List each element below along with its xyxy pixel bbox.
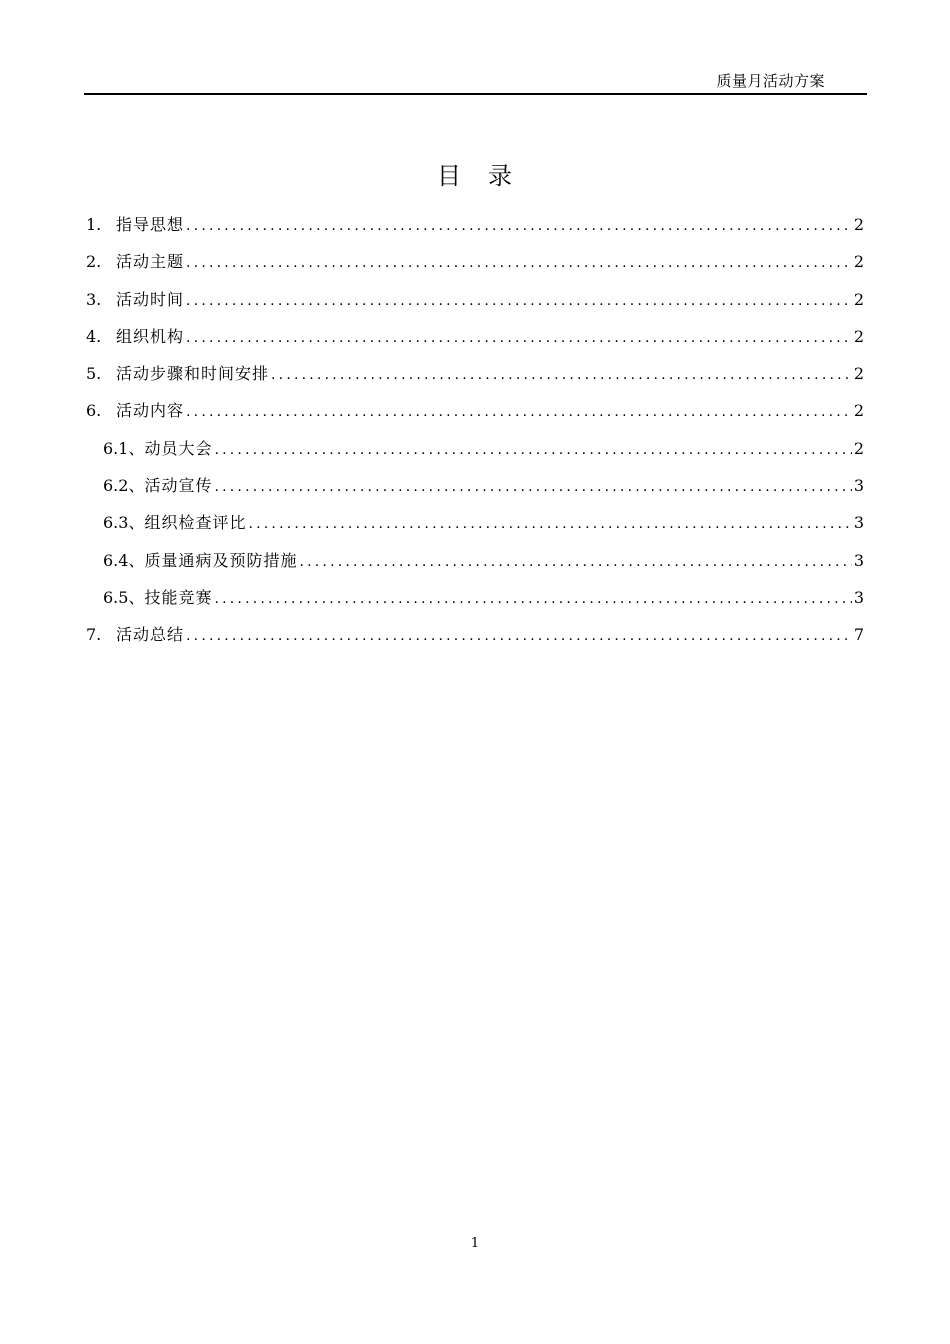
toc-entry-page: 2 [853,438,864,458]
toc-entry-page: 3 [853,587,864,607]
toc-entry-number: 3. [86,289,102,309]
toc-dot-leader [186,248,852,278]
toc-entry-page: 3 [853,550,864,570]
toc-entry-number: 1. [86,215,102,234]
toc-entry-label: 组织机构 [116,326,185,346]
toc-entry-number: 6.4、 [103,550,145,570]
toc-title-second: 录 [488,162,513,190]
toc-entry-label: 动员大会 [144,438,213,458]
toc-entry-label: 活动总结 [116,625,185,645]
toc-entry-page: 2 [853,401,864,421]
toc-entry-page: 2 [853,364,864,384]
toc-entry-number: 6.5、 [103,587,145,607]
toc-entry[interactable] [86,396,864,433]
toc-dot-leader [214,472,851,502]
toc-entry[interactable] [86,322,864,359]
toc-dot-leader [186,323,852,353]
toc-entry[interactable] [86,359,864,396]
toc-dot-leader [186,211,852,241]
toc-entry-label: 组织检查评比 [144,513,247,533]
toc-entry[interactable] [86,210,864,247]
toc-entry-label: 活动宣传 [144,476,213,496]
toc-entry-page: 2 [853,326,864,346]
toc-dot-leader [299,547,851,577]
toc-entry-number: 6. [86,401,102,421]
toc-entry-label: 质量通病及预防措施 [144,550,298,570]
page-footer [0,1236,950,1251]
toc-entry-number: 6.3、 [103,513,145,533]
toc-entry-number: 6.2、 [103,476,145,496]
toc-entry[interactable] [86,620,864,657]
toc-subentry[interactable] [86,471,864,508]
toc-entry-number: 2. [86,252,102,272]
toc-entry-number: 7. [86,625,102,645]
toc-subentry[interactable] [86,434,864,471]
toc-entry-page: 2 [853,289,864,309]
header-title: 质量月活动方案 [716,72,825,90]
toc-entry-number: 4. [86,326,102,346]
toc-title [0,156,950,191]
toc-entry-page: 2 [853,252,864,272]
toc-subentry[interactable] [86,583,864,620]
toc-entry-label: 活动内容 [116,401,185,421]
toc-subentry[interactable] [86,508,864,545]
toc-dot-leader [186,621,852,651]
toc-entry-number: 6.1、 [103,438,145,458]
toc-entry[interactable] [86,285,864,322]
page-number: 1 [470,1236,480,1251]
toc-entry-label: 指导思想 [116,215,185,234]
toc-list [86,210,864,658]
toc-entry-page: 7 [853,625,864,645]
toc-dot-leader [214,584,851,614]
toc-entry-label: 技能竞赛 [144,587,213,607]
toc-dot-leader [271,360,852,390]
toc-entry[interactable] [86,247,864,284]
toc-entry-page: 3 [853,513,864,533]
toc-dot-leader [214,435,851,465]
toc-dot-leader [186,397,852,427]
page-header [84,66,867,95]
toc-entry-page: 2 [853,215,864,234]
toc-subentry[interactable] [86,546,864,583]
toc-entry-label: 活动时间 [116,289,185,309]
toc-entry-number: 5. [86,364,102,384]
toc-entry-label: 活动主题 [116,252,185,272]
toc-dot-leader [186,286,852,316]
toc-entry-label: 活动步骤和时间安排 [116,364,270,384]
toc-dot-leader [248,509,851,539]
toc-title-first: 目 [437,162,462,190]
toc-entry-page: 3 [853,476,864,496]
